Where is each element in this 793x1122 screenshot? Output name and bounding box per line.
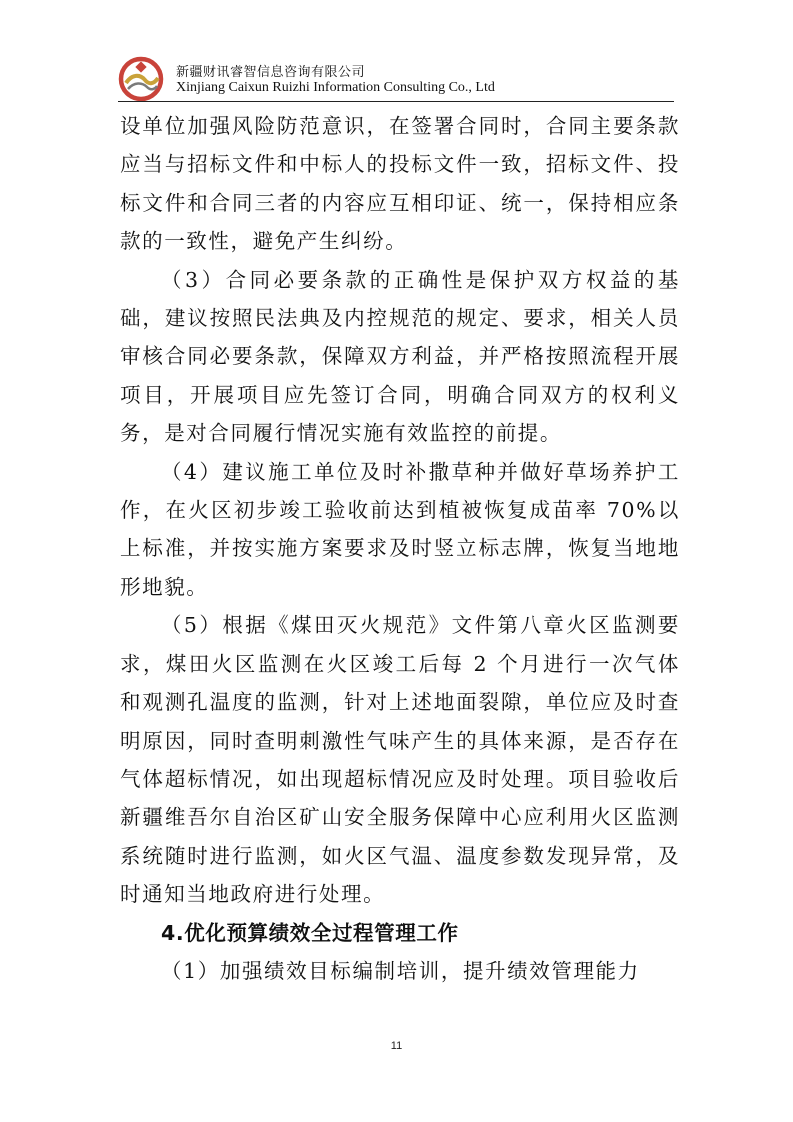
paragraph-item-3: （3）合同必要条款的正确性是保护双方权益的基础，建议按照民法典及内控规范的规定、要求，相关人员审核合同必要条款，保障双方利益，并严格按照流程开展项目，开展项目应先签订合同，明确合同双方的权利义务，是对合同履行情况实施有效监控的前提。 xyxy=(120,267,680,446)
company-name-chinese: 新疆财讯睿智信息咨询有限公司 xyxy=(176,65,366,80)
page-number: 11 xyxy=(390,1040,403,1052)
paragraph-continued: 设单位加强风险防范意识，在签署合同时，合同主要条款应当与招标文件和中标人的投标文件一致，招标文件、投标文件和合同三者的内容应互相印证、统一，保持相应条款的一致性，避免产生纠纷。 xyxy=(120,114,680,254)
page-header xyxy=(118,56,674,102)
company-logo-icon xyxy=(118,56,164,102)
paragraph-item-4: （4）建议施工单位及时补撒草种并做好草场养护工作，在火区初步竣工验收前达到植被恢复成苗率 70%以上标准，并按实施方案要求及时竖立标志牌，恢复当地地形地貌。 xyxy=(120,459,680,599)
section-heading-4: 4.优化预算绩效全过程管理工作 xyxy=(161,920,459,945)
header-divider xyxy=(118,101,674,102)
paragraph-item-5: （5）根据《煤田灭火规范》文件第八章火区监测要求，煤田火区监测在火区竣工后每 2 个月进行一次气体和观测孔温度的监测，针对上述地面裂隙，单位应及时查明原因，同时查明刺激性气味产生的具体来源，是否存在气体超标情况，如出现超标情况应及时处理。项目验收后新疆维吾尔自治区矿山安全服务保障中心应利用火区监测系统随时进行监测，如火区气温、温度参数发现异常，及时通知当地政府进行处理。 xyxy=(120,613,680,907)
company-name-english: Xinjiang Caixun Ruizhi Information Consulting Co., Ltd xyxy=(176,80,495,95)
paragraph-subitem-1: （1）加强绩效目标编制培训，提升绩效管理能力 xyxy=(161,958,640,983)
document-body xyxy=(120,107,680,990)
